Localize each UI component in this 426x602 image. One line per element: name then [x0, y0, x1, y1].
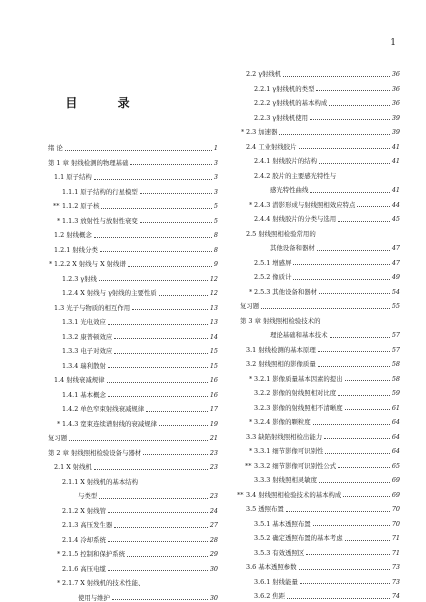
- toc-entry-title: 1.4 射线衰减规律: [54, 376, 105, 385]
- toc-entry-title: 3.2.2 影像的射线照相对比度: [254, 389, 337, 398]
- toc-entry: [240, 411, 400, 426]
- toc-entry-title: 2.5 射线照相检验常用的: [246, 229, 316, 238]
- toc-entry: [48, 152, 218, 167]
- toc-entry-title: 1.1.1 原子结构的行星模型: [62, 187, 138, 196]
- toc-entry-title: 3.2.4 影像的颗粒度: [254, 418, 311, 427]
- toc-entry-page: 64: [391, 418, 400, 427]
- page-title: 目 录: [65, 96, 148, 110]
- toc-entry: [48, 297, 218, 312]
- toc-entry: [48, 558, 218, 573]
- dot-leader: [338, 221, 390, 222]
- dot-leader: [101, 208, 211, 209]
- toc-entry-page: 19: [209, 419, 218, 428]
- toc-entry: [240, 571, 400, 586]
- optional-marker: **: [237, 490, 244, 499]
- toc-entry-page: 9: [213, 260, 218, 269]
- toc-entry-page: 16: [209, 376, 218, 385]
- dot-leader: [143, 454, 208, 455]
- toc-entry-title: 1.4.1 基本概念: [62, 390, 106, 399]
- toc-entry-page: 1: [213, 144, 218, 153]
- toc-entry-page: 39: [391, 113, 400, 122]
- dot-leader: [108, 396, 208, 397]
- optional-marker: *: [57, 216, 61, 225]
- toc-entry-title: 2.2.3 γ射线机使用: [254, 113, 309, 122]
- optional-marker: *: [249, 374, 253, 383]
- toc-entry: [240, 63, 400, 78]
- dot-leader: [357, 206, 389, 207]
- toc-entry-page: 45: [391, 215, 400, 224]
- optional-marker: *: [57, 579, 61, 588]
- dot-leader: [313, 424, 390, 425]
- dot-leader: [159, 425, 208, 426]
- toc-entry: [240, 208, 400, 223]
- toc-entry-title: 3.5.2 确定透照布置的基本考虑: [254, 534, 343, 543]
- dot-leader: [107, 382, 208, 383]
- toc-entry: [48, 268, 218, 283]
- dot-leader: [318, 366, 390, 367]
- toc-entry-title: 1.4.2 单色窄束射线衰减规律: [62, 405, 145, 414]
- toc-entry: [240, 324, 400, 339]
- toc-entry-title: 使用与维护: [78, 593, 110, 602]
- dot-leader: [94, 469, 208, 470]
- toc-entry-title: 1.3.4 瑞利散射: [62, 361, 106, 370]
- toc-entry: [48, 224, 218, 239]
- toc-entry-title: 3.5 透照布置: [246, 505, 284, 514]
- toc-entry-page: 70: [391, 505, 400, 514]
- toc-entry-title: 1.2.4 X 射线与 γ射线的主要性质: [62, 289, 157, 298]
- toc-entry-title: 2.1.3 高压发生器: [62, 521, 113, 530]
- toc-entry: [240, 440, 400, 455]
- toc-entry: [48, 471, 218, 486]
- dot-leader: [99, 280, 208, 281]
- toc-entry-page: 5: [213, 202, 218, 211]
- toc-entry: [240, 92, 400, 107]
- toc-entry-title: 理论基础和基本技术: [270, 331, 328, 340]
- toc-entry-page: 13: [209, 303, 218, 312]
- toc-entry: [240, 165, 400, 180]
- toc-entry: [48, 398, 218, 413]
- toc-entry-title: 2.5.3 其他设备和器材: [254, 287, 318, 296]
- dot-leader: [108, 512, 208, 513]
- toc-entry: [48, 369, 218, 384]
- dot-leader: [108, 324, 208, 325]
- dot-leader: [319, 482, 390, 483]
- toc-entry: [48, 485, 218, 500]
- toc-entry-page: 65: [391, 461, 400, 470]
- dot-leader: [293, 264, 389, 265]
- dot-leader: [306, 554, 390, 555]
- dot-leader: [132, 309, 208, 310]
- toc-entry-page: 39: [391, 128, 400, 137]
- toc-entry-page: 24: [209, 506, 218, 515]
- dot-leader: [345, 380, 390, 381]
- toc-entry-page: 74: [391, 592, 400, 601]
- toc-entry-page: 15: [209, 347, 218, 356]
- toc-entry: [48, 543, 218, 558]
- dot-leader: [69, 440, 208, 441]
- toc-entry: [240, 237, 400, 252]
- toc-entry-page: 23: [209, 492, 218, 501]
- optional-marker: *: [49, 260, 53, 269]
- toc-entry-title: 3.3 缺陷射线照相检出能力: [246, 432, 323, 441]
- toc-entry-page: 17: [209, 405, 218, 414]
- dot-leader: [114, 338, 208, 339]
- toc-entry: [240, 585, 400, 600]
- toc-entry-title: 3.5.1 基本透照布置: [254, 519, 311, 528]
- toc-entry: [48, 427, 218, 442]
- dot-leader: [319, 163, 390, 164]
- dot-leader: [325, 453, 389, 454]
- dot-leader: [317, 250, 390, 251]
- toc-entry-title: 2.5.2 像质计: [254, 273, 292, 282]
- toc-entry-page: 36: [391, 84, 400, 93]
- toc-entry-title: 2.1.6 高压电缆: [62, 564, 106, 573]
- toc-entry-title: 1.1.3 放射性与放射性衰变: [62, 216, 138, 225]
- toc-entry-title: 3.6 基本透照参数: [246, 563, 297, 572]
- toc-entry: [48, 253, 218, 268]
- optional-marker: *: [241, 128, 245, 137]
- toc-entry-title: 第 1 章 射线检测的物理基础: [48, 158, 129, 167]
- dot-leader: [128, 266, 212, 267]
- toc-entry: [240, 107, 400, 122]
- toc-entry-page: 54: [391, 287, 400, 296]
- toc-entry-page: 70: [391, 519, 400, 528]
- toc-entry-page: 16: [209, 390, 218, 399]
- toc-entry-page: 69: [391, 476, 400, 485]
- toc-entry-page: 64: [391, 432, 400, 441]
- toc-entry: [48, 384, 218, 399]
- toc-entry-page: 36: [391, 99, 400, 108]
- dot-leader: [140, 193, 212, 194]
- toc-entry-page: 5: [213, 216, 218, 225]
- toc-entry-page: 69: [391, 490, 400, 499]
- dot-leader: [330, 337, 390, 338]
- dot-leader: [146, 411, 208, 412]
- toc-entry-title: 3.1 射线检测的基本原理: [246, 345, 316, 354]
- toc-entry-title: 1.2.3 γ射线: [62, 274, 97, 283]
- toc-entry-page: 27: [209, 521, 218, 530]
- toc-entry-page: 3: [213, 158, 218, 167]
- toc-entry-title: 1.2 射线概念: [54, 231, 92, 240]
- dot-leader: [338, 395, 390, 396]
- toc-entry: [48, 572, 218, 587]
- toc-entry-page: 28: [209, 535, 218, 544]
- dot-leader: [108, 570, 208, 571]
- toc-entry-title: 2.1.1 X 射线机的基本结构: [62, 477, 138, 486]
- toc-entry: [240, 179, 400, 194]
- toc-entry: [48, 587, 218, 602]
- toc-entry-page: 36: [391, 70, 400, 79]
- toc-entry-title: 1.4.3 宽束连续谱射线的衰减规律: [62, 419, 157, 428]
- optional-marker: *: [249, 200, 253, 209]
- toc-entry: [240, 455, 400, 470]
- toc-entry-title: 1.1.2 原子核: [62, 202, 100, 211]
- toc-entry: [240, 136, 400, 151]
- toc-entry-title: 3.2.1 影像质量基本因素的提出: [254, 374, 343, 383]
- dot-leader: [318, 351, 390, 352]
- toc-entry-page: 41: [391, 157, 400, 166]
- toc-entry-page: 21: [209, 434, 218, 443]
- toc-entry: [240, 382, 400, 397]
- dot-leader: [114, 353, 208, 354]
- toc-entry-title: 3.6.1 射线能量: [254, 577, 298, 586]
- dot-leader: [279, 134, 389, 135]
- dot-leader: [300, 583, 390, 584]
- dot-leader: [293, 279, 389, 280]
- toc-entry-title: 3.5.3 有效透照区: [254, 548, 305, 557]
- dot-leader: [338, 467, 390, 468]
- toc-entry: [240, 368, 400, 383]
- toc-entry-page: 23: [209, 448, 218, 457]
- toc-entry-title: 其他设备和器材: [270, 244, 315, 253]
- toc-entry: [240, 223, 400, 238]
- dot-leader: [100, 251, 212, 252]
- dot-leader: [261, 308, 390, 309]
- toc-entry: [240, 194, 400, 209]
- toc-entry-page: 23: [209, 463, 218, 472]
- dot-leader: [99, 498, 208, 499]
- toc-entry-title: 2.2.1 γ射线机的类型: [254, 84, 315, 93]
- toc-entry-title: 3.3.1 细节影像可识别性: [254, 447, 324, 456]
- toc-entry-title: 第 3 章 射线照相检验技术的: [240, 316, 321, 325]
- toc-entry: [48, 413, 218, 428]
- toc-entry: [48, 181, 218, 196]
- dot-leader: [310, 119, 390, 120]
- page-number: 1: [390, 38, 396, 48]
- toc-entry: [48, 529, 218, 544]
- toc-entry-page: 15: [209, 361, 218, 370]
- toc-entry-title: 第 2 章 射线照相检验设备与器材: [48, 448, 142, 457]
- toc-entry-page: 30: [209, 593, 218, 602]
- dot-leader: [114, 527, 208, 528]
- toc-entry: [48, 340, 218, 355]
- toc-entry: [240, 498, 400, 513]
- toc-entry-title: 2.1 X 射线机: [54, 463, 92, 472]
- toc-entry-page: 14: [209, 332, 218, 341]
- toc-entry-page: 71: [391, 534, 400, 543]
- dot-leader: [65, 150, 212, 151]
- toc-entry-title: 2.1.2 X 射线管: [62, 506, 107, 515]
- toc-entry-page: 41: [391, 186, 400, 195]
- toc-entry-page: 13: [209, 318, 218, 327]
- dot-leader: [310, 192, 390, 193]
- toc-entry: [240, 310, 400, 325]
- toc-entry-page: 64: [391, 447, 400, 456]
- toc-entry-page: 44: [391, 200, 400, 209]
- toc-entry-page: 59: [391, 389, 400, 398]
- toc-entry-title: 1.2.2 X 射线与 X 射线谱: [54, 260, 126, 269]
- toc-entry-page: 55: [391, 302, 400, 311]
- toc-entry: [240, 426, 400, 441]
- toc-entry: [240, 339, 400, 354]
- toc-entry: [48, 500, 218, 515]
- toc-entry: [48, 514, 218, 529]
- optional-marker: *: [249, 418, 253, 427]
- toc-entry-title: 2.1.7 X 射线机的技术性能、: [62, 579, 145, 588]
- toc-entry-title: 3.2 射线照相的影像质量: [246, 360, 316, 369]
- toc-entry: [240, 78, 400, 93]
- toc-entry-page: 12: [209, 274, 218, 283]
- toc-entry: [240, 295, 400, 310]
- dot-leader: [313, 525, 390, 526]
- dot-leader: [324, 438, 390, 439]
- toc-entry-title: 2.4.2 胶片的主要感光特性与: [254, 171, 337, 180]
- optional-marker: *: [249, 447, 253, 456]
- dot-leader: [299, 148, 390, 149]
- dot-leader: [345, 409, 390, 410]
- toc-entry: [240, 397, 400, 412]
- toc-entry-title: 3.3.2 细节影像可识别性公式: [254, 461, 337, 470]
- toc-entry: [48, 456, 218, 471]
- optional-marker: *: [249, 287, 253, 296]
- toc-entry: [237, 484, 400, 499]
- dot-leader: [329, 105, 390, 106]
- dot-leader: [299, 569, 390, 570]
- toc-entry-page: 73: [391, 577, 400, 586]
- toc-entry-page: 30: [209, 564, 218, 573]
- toc-entry: [48, 239, 218, 254]
- toc-entry-page: 29: [209, 550, 218, 559]
- dot-leader: [140, 222, 212, 223]
- toc-entry-page: 12: [209, 289, 218, 298]
- toc-entry: [48, 166, 218, 181]
- dot-leader: [283, 76, 390, 77]
- toc-entry-page: 47: [391, 244, 400, 253]
- dot-leader: [345, 540, 390, 541]
- toc-entry-title: 复习题: [48, 434, 68, 443]
- toc-entry: [48, 210, 218, 225]
- dot-leader: [94, 237, 212, 238]
- toc-entry-title: 1.3.1 光电效应: [62, 318, 106, 327]
- toc-entry-page: 58: [391, 374, 400, 383]
- toc-entry-title: 2.4.1 射线胶片的结构: [254, 157, 318, 166]
- toc-entry: [240, 556, 400, 571]
- toc-entry-page: 3: [213, 173, 218, 182]
- toc-entry-title: 2.1.4 冷却系统: [62, 535, 106, 544]
- dot-leader: [108, 367, 208, 368]
- toc-entry-title: 2.4.4 射线胶片的分类与选用: [254, 215, 337, 224]
- dot-leader: [130, 164, 211, 165]
- toc-entry-title: 2.4 工业射线胶片: [246, 142, 297, 151]
- toc-entry-page: 8: [213, 231, 218, 240]
- toc-entry-title: 与类型: [78, 492, 98, 501]
- toc-entry: [48, 355, 218, 370]
- toc-entry: [240, 527, 400, 542]
- toc-left-column: [48, 137, 218, 601]
- toc-entry-title: 2.4.3 潜影形成与射线照相效应特点: [254, 200, 356, 209]
- toc-entry-title: 2.2.2 γ射线机的基本构成: [254, 99, 328, 108]
- toc-right-column: [237, 63, 400, 601]
- optional-marker: **: [245, 461, 252, 470]
- dot-leader: [108, 541, 208, 542]
- toc-entry-title: 2.2 γ射线机: [246, 70, 282, 79]
- dot-leader: [159, 295, 208, 296]
- toc-entry-page: 71: [391, 548, 400, 557]
- toc-entry-page: 41: [391, 142, 400, 151]
- toc-entry: [48, 137, 218, 152]
- toc-entry-page: 57: [391, 345, 400, 354]
- toc-entry-page: 73: [391, 563, 400, 572]
- toc-entry-title: 绪 论: [48, 144, 63, 153]
- toc-entry-title: 2.5.1 增感屏: [254, 258, 292, 267]
- toc-entry: [48, 326, 218, 341]
- toc-entry: [240, 121, 400, 136]
- dot-leader: [319, 293, 390, 294]
- toc-entry-page: 49: [391, 273, 400, 282]
- toc-entry: [240, 513, 400, 528]
- toc-entry: [48, 311, 218, 326]
- toc-entry: [240, 150, 400, 165]
- toc-entry-page: 3: [213, 187, 218, 196]
- toc-entry-title: 3.2.3 影像的射线照相不清晰度: [254, 403, 343, 412]
- dot-leader: [286, 511, 390, 512]
- toc-entry: [240, 266, 400, 281]
- toc-entry-page: 47: [391, 258, 400, 267]
- optional-marker: *: [57, 550, 61, 559]
- toc-entry-page: 61: [391, 403, 400, 412]
- toc-entry-page: 8: [213, 245, 218, 254]
- toc-entry-title: 1.2.1 射线分类: [54, 245, 98, 254]
- toc-entry: [48, 282, 218, 297]
- toc-entry-title: 1.3.2 康普顿效应: [62, 332, 113, 341]
- dot-leader: [343, 496, 390, 497]
- dot-leader: [112, 599, 208, 600]
- toc-entry: [240, 353, 400, 368]
- toc-entry-title: 1.1 原子结构: [54, 173, 92, 182]
- dot-leader: [287, 598, 390, 599]
- toc-entry-page: 57: [391, 331, 400, 340]
- toc-entry-title: 3.4 射线照相检验技术的基本构成: [246, 490, 342, 499]
- toc-entry-title: 复习题: [240, 302, 260, 311]
- toc-entry: [240, 542, 400, 557]
- toc-entry: [240, 281, 400, 296]
- dot-leader: [94, 179, 212, 180]
- toc-entry-title: 1.3.3 电子对效应: [62, 347, 113, 356]
- toc-entry: [48, 442, 218, 457]
- dot-leader: [127, 556, 208, 557]
- toc-entry: [48, 195, 218, 210]
- toc-entry-title: 3.3.3 射线照相灵敏度: [254, 476, 318, 485]
- optional-marker: **: [53, 202, 60, 211]
- dot-leader: [316, 90, 389, 91]
- toc-entry-title: 感光特性曲线: [270, 186, 309, 195]
- toc-entry: [240, 252, 400, 267]
- toc-entry-page: 58: [391, 360, 400, 369]
- toc-entry-title: 2.3 加速器: [246, 128, 278, 137]
- toc-entry-title: 3.6.2 焦距: [254, 592, 286, 601]
- toc-entry-title: 1.3 光子与物质的相互作用: [54, 303, 131, 312]
- optional-marker: *: [57, 419, 61, 428]
- toc-entry-title: 2.1.5 控制和保护系统: [62, 550, 126, 559]
- toc-entry: [240, 469, 400, 484]
